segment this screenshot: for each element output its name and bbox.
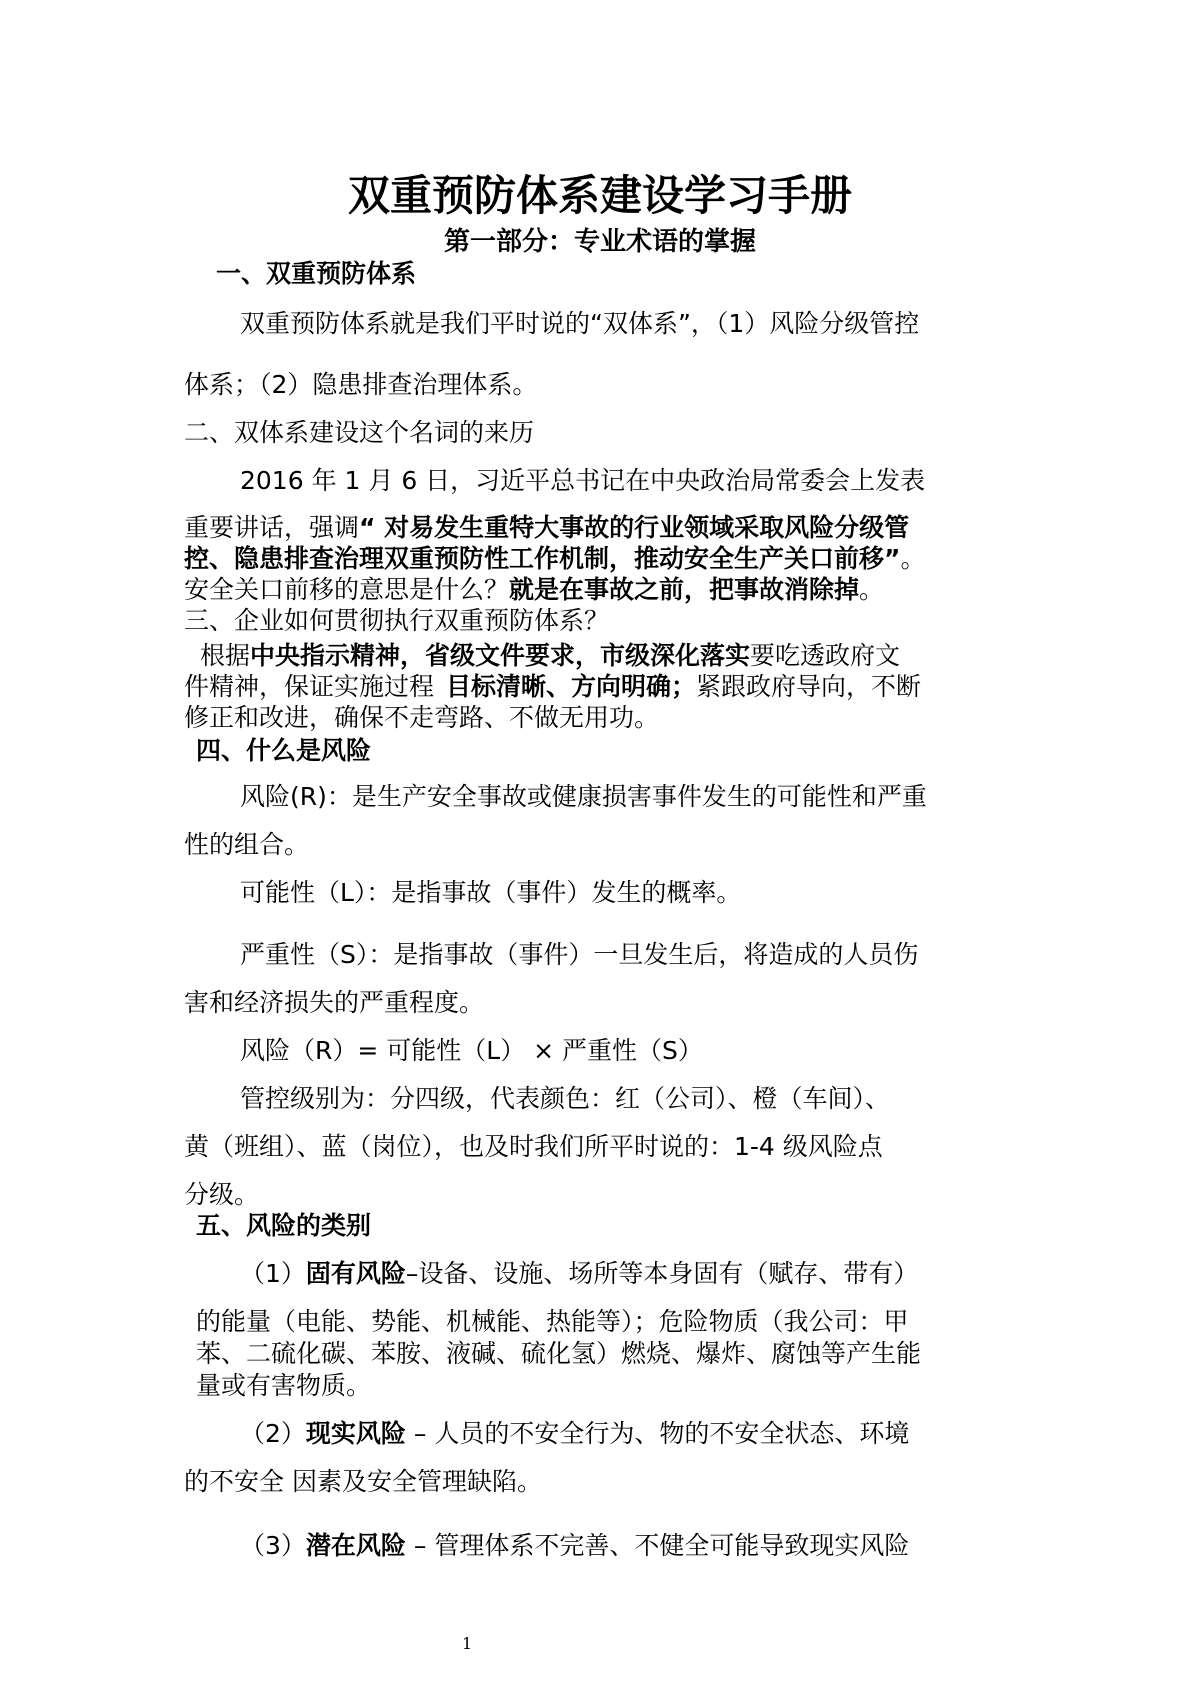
paragraph-3-text: 要吃透政府文: [750, 641, 901, 670]
risk-1-text: –设备、设施、场所等本身固有（赋存、带有）: [405, 1259, 919, 1288]
risk-2-number: （2）: [240, 1419, 306, 1448]
paragraph-2-text: 。: [859, 575, 885, 604]
paragraph-3-line-3: 修正和改进，确保不走弯路、不做无用功。: [184, 703, 660, 732]
document-subtitle: 第一部分：专业术语的掌握: [443, 227, 756, 257]
paragraph-8-line-1: 管控级别为：分四级，代表颜色：红（公司）、橙（车间）、: [240, 1084, 891, 1113]
risk-1-line-2: 的能量（电能、势能、机械能、热能等）；危险物质（我公司：甲: [196, 1307, 909, 1336]
section-heading-4: 四、什么是风险: [196, 736, 372, 765]
section-heading-5: 五、风险的类别: [196, 1211, 372, 1240]
paragraph-4-line-1: 风险(R)：是生产安全事故或健康损害事件发生的可能性和严重: [240, 782, 927, 811]
paragraph-6-line-1: 严重性（S）：是指事故（事件）一旦发生后，将造成的人员伤: [240, 940, 919, 969]
quote-text: 控、隐患排查治理双重预防性工作机制，推动安全生产关口前移”: [184, 544, 901, 573]
paragraph-3-text: 紧跟政府导向，不断: [696, 672, 922, 701]
paragraph-3-text: 根据: [200, 641, 251, 670]
risk-1-line-4: 量或有害物质。: [196, 1371, 372, 1400]
formula: 风险（R）= 可能性（L） × 严重性（S）: [240, 1036, 703, 1065]
paragraph-2-line-1: 2016 年 1 月 6 日，习近平总书记在中央政治局常委会上发表: [240, 466, 926, 495]
paragraph-2-line-2: [184, 512, 909, 544]
risk-2-term: 现实风险: [305, 1419, 406, 1448]
paragraph-2-line-3: [184, 543, 925, 575]
section-heading-2: 二、双体系建设这个名词的来历: [184, 418, 535, 447]
answer-text: 就是在事故之前，把事故消除掉: [509, 575, 860, 604]
risk-3-line-1: [240, 1530, 909, 1562]
paragraph-8-line-2: 黄（班组）、蓝（岗位），也及时我们所平时说的：1-4 级风险点: [184, 1132, 883, 1161]
section-heading-3: 三、企业如何贯彻执行双重预防体系？: [184, 606, 610, 635]
risk-2-line-2: 的不安全 因素及安全管理缺陷。: [184, 1467, 542, 1496]
paragraph-3-line-1: [200, 640, 900, 672]
document-title: 双重预防体系建设学习手册: [347, 171, 852, 220]
emphasis-text: 中央指示精神，省级文件要求，市级深化落实: [250, 641, 751, 670]
quote-text: “ 对易发生重特大事故的行业领域采取风险分级管: [359, 513, 910, 542]
risk-1-term: 固有风险: [305, 1259, 406, 1288]
risk-3-text: – 管理体系不完善、不健全可能导致现实风险: [405, 1531, 910, 1560]
risk-2-line-1: [240, 1418, 909, 1450]
section-heading-1: 一、双重预防体系: [216, 259, 417, 288]
risk-1-number: （1）: [240, 1259, 306, 1288]
paragraph-3-line-2: [184, 671, 921, 703]
question-text: 安全关口前移的意思是什么？: [184, 575, 510, 604]
risk-3-term: 潜在风险: [305, 1531, 406, 1560]
risk-1-line-3: 苯、二硫化碳、苯胺、液碱、硫化氢）燃烧、爆炸、腐蚀等产生能: [196, 1339, 922, 1368]
page-number: 1: [462, 1634, 473, 1653]
paragraph-3-text: 件精神，保证实施过程: [184, 672, 435, 701]
paragraph-2-text: 重要讲话，强调: [184, 513, 360, 542]
emphasis-text: 目标清晰、方向明确；: [446, 672, 697, 701]
risk-3-number: （3）: [240, 1531, 306, 1560]
risk-2-text: – 人员的不安全行为、物的不安全状态、环境: [405, 1419, 910, 1448]
paragraph-4-line-2: 性的组合。: [184, 830, 310, 859]
paragraph-1-line-2: 体系；（2）隐患排查治理体系。: [184, 370, 538, 399]
paragraph-1-line-1: 双重预防体系就是我们平时说的“双体系”，（1）风险分级管控: [240, 309, 920, 338]
paragraph-5: 可能性（L）：是指事故（事件）发生的概率。: [240, 878, 742, 907]
paragraph-2-text: 。: [900, 544, 926, 573]
paragraph-6-line-2: 害和经济损失的严重程度。: [184, 988, 485, 1017]
paragraph-2-line-4: [184, 574, 884, 606]
paragraph-8-line-3: 分级。: [184, 1180, 260, 1209]
risk-1-line-1: [240, 1258, 918, 1290]
